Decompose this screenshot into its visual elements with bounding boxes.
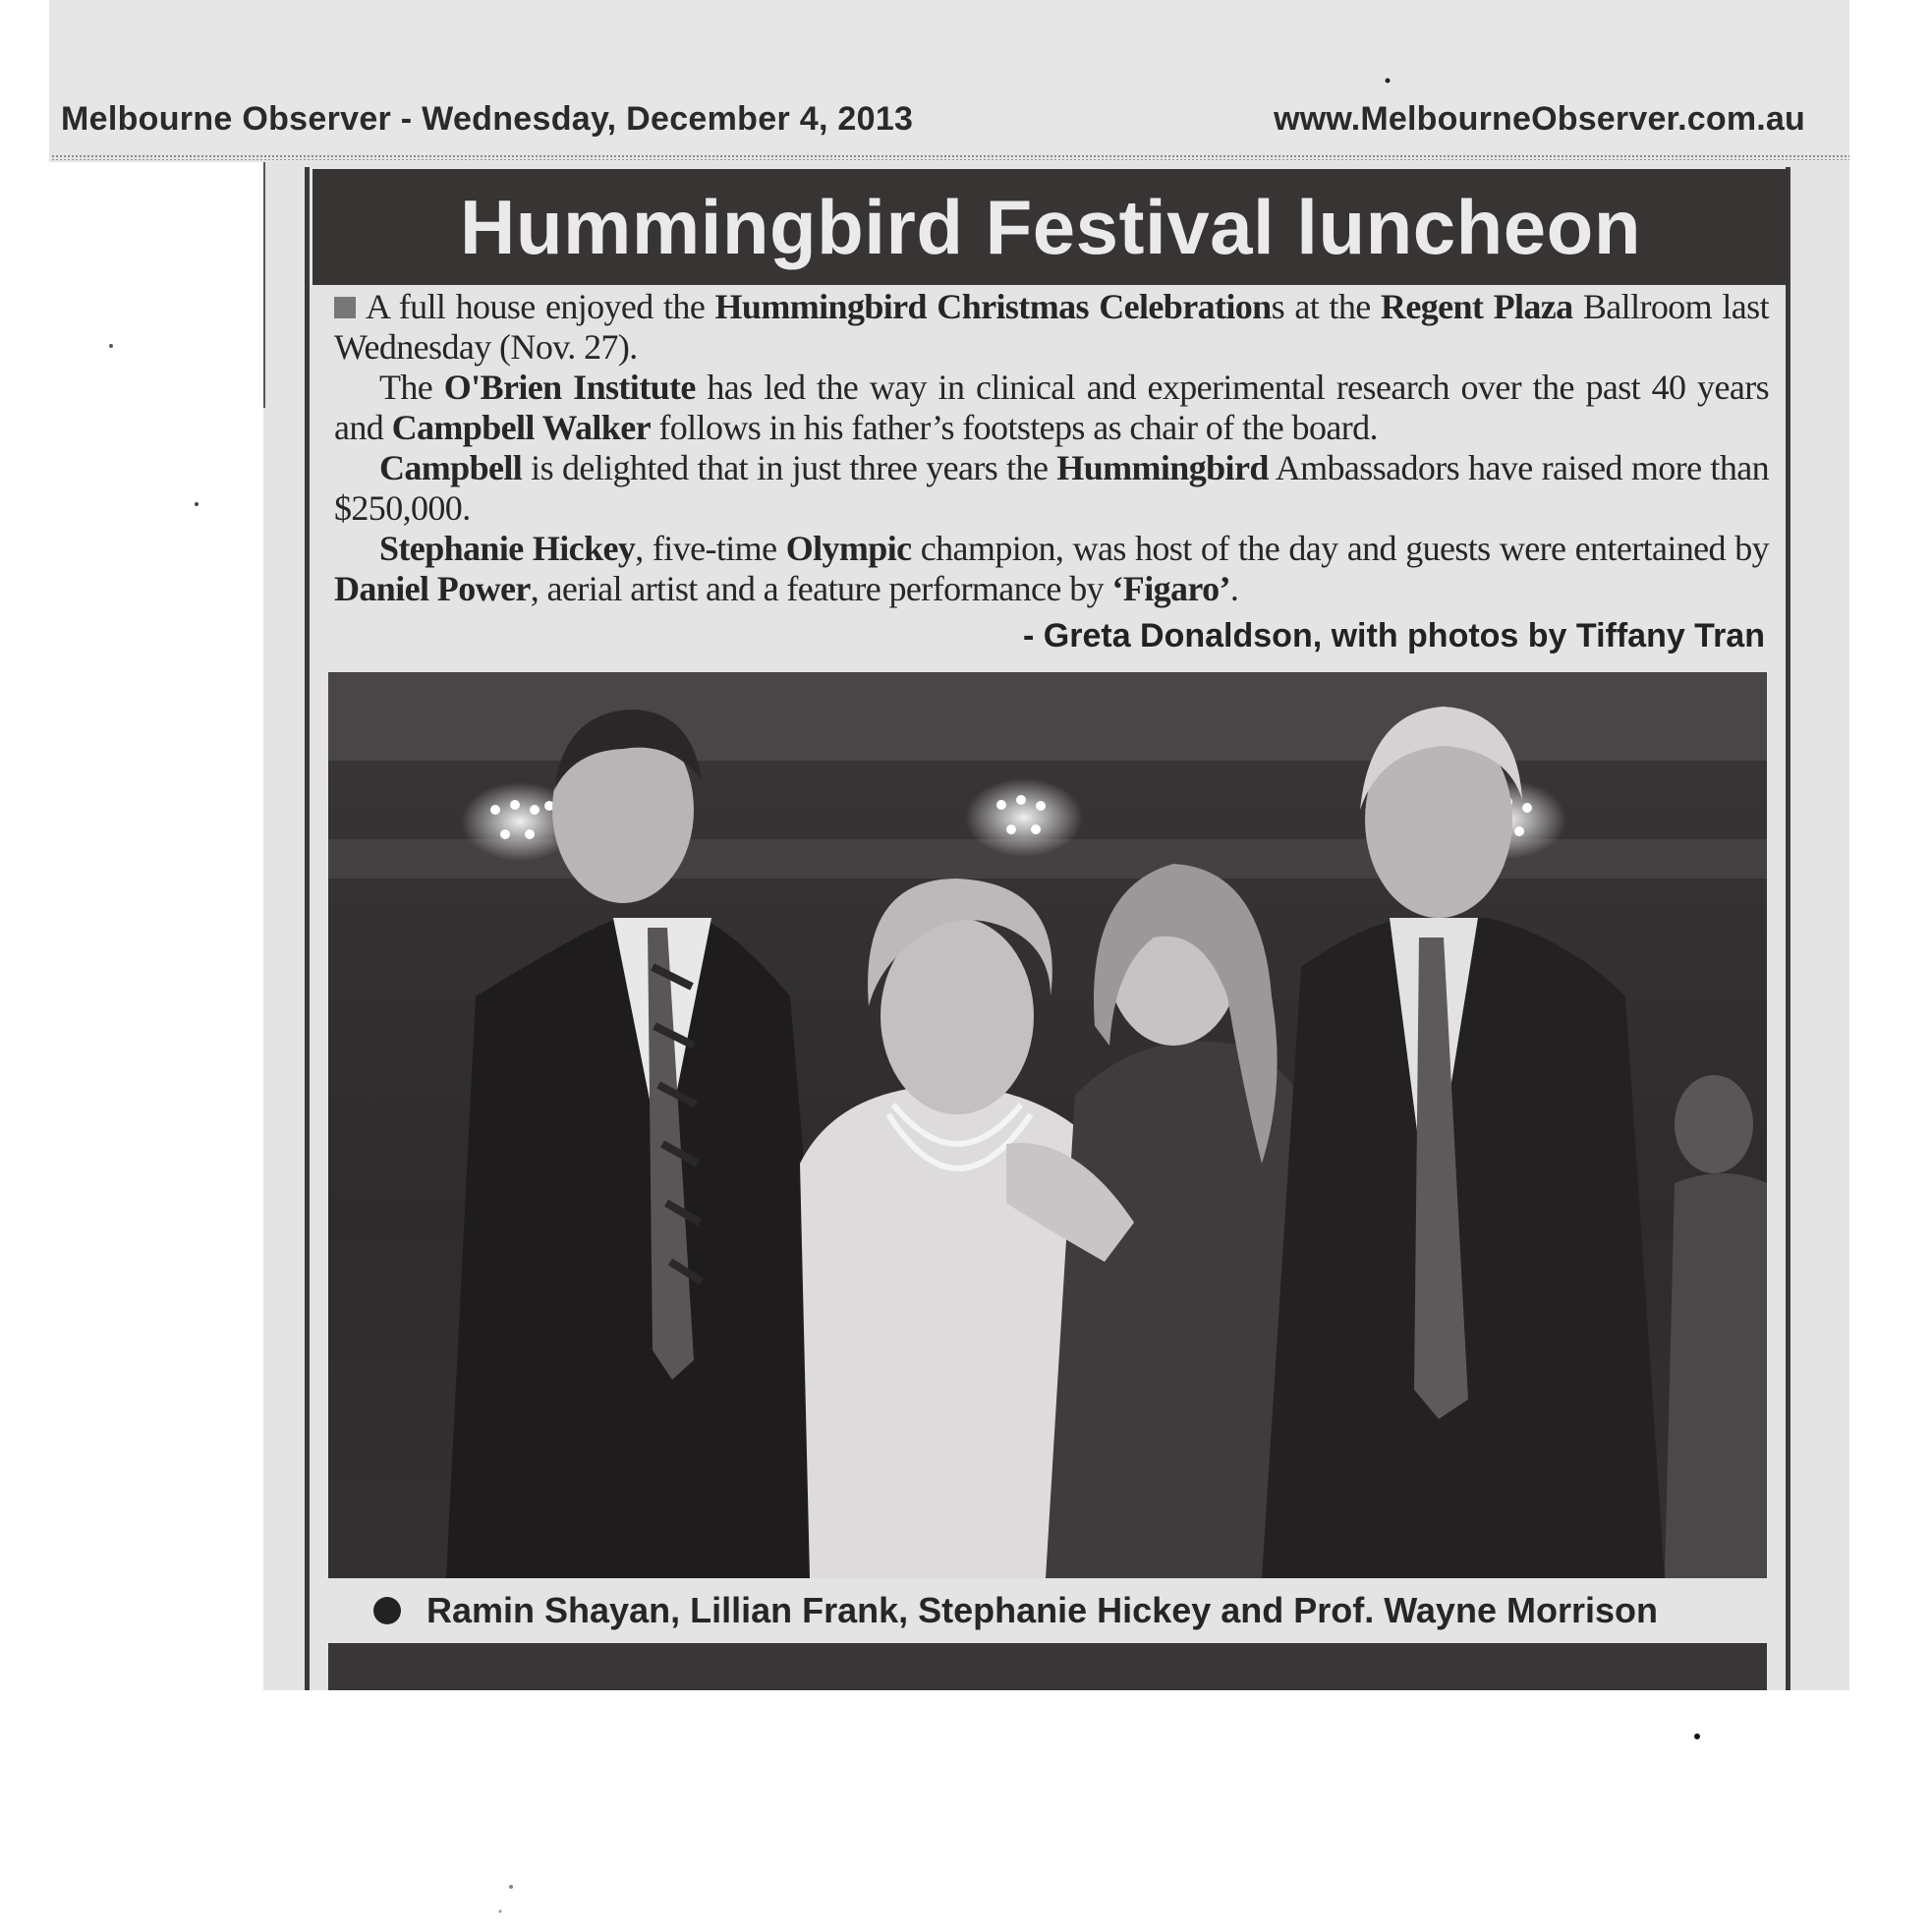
- clipping-edge: [263, 162, 265, 408]
- bullet-square-icon: [334, 297, 356, 318]
- event-photo: [328, 672, 1767, 1578]
- text-run: , aerial artist and a feature performance by: [530, 569, 1112, 608]
- caption-bullet-icon: [373, 1597, 401, 1624]
- article-paragraph: [334, 529, 1769, 609]
- masthead-website: www.MelbourneObserver.com.au: [1274, 100, 1805, 138]
- article-byline: - Greta Donaldson, with photos by Tiffany Tran: [1023, 617, 1765, 654]
- masthead-rule: [51, 154, 1849, 160]
- text-run: A full house enjoyed the: [366, 287, 715, 326]
- bold-text-run: Hummingbird Christmas Celebration: [714, 287, 1272, 326]
- article-paragraph: [334, 368, 1769, 448]
- bold-text-run: ‘Figaro’: [1111, 569, 1230, 608]
- headline-bar: [313, 169, 1789, 285]
- text-run: follows in his father’s footsteps as chair of the board.: [650, 408, 1378, 447]
- masthead-publication-date: Melbourne Observer - Wednesday, December 4, 2013: [61, 100, 914, 138]
- text-run: has led the way in clinical and experimental research over the past 40 years and: [334, 368, 1769, 447]
- text-run: champion, was host of the day and guests were entertained by: [911, 529, 1769, 568]
- text-run: The: [379, 368, 444, 407]
- article-body: [334, 287, 1769, 609]
- text-run: Ballroom last Wednesday (Nov. 27).: [334, 287, 1769, 367]
- bold-text-run: O'Brien Institute: [443, 368, 696, 407]
- photo-caption-text: Ramin Shayan, Lillian Frank, Stephanie Hickey and Prof. Wayne Morrison: [426, 1590, 1658, 1630]
- masthead: [61, 100, 1805, 149]
- text-run: .: [1229, 569, 1239, 608]
- text-run: , five-time: [635, 529, 786, 568]
- bold-text-run: Olympic: [785, 529, 912, 568]
- article-paragraph: [334, 448, 1769, 529]
- article-headline: Hummingbird Festival luncheon: [460, 183, 1641, 270]
- text-run: Ambassadors have raised more than $250,000.: [334, 448, 1769, 528]
- bold-text-run: Daniel Power: [334, 569, 531, 608]
- article-paragraph: [334, 287, 1769, 368]
- photo-illustration: [328, 672, 1767, 1578]
- bold-text-run: Stephanie Hickey: [379, 529, 636, 568]
- next-photo-edge: [328, 1643, 1767, 1690]
- chandelier-center: [965, 778, 1083, 857]
- text-run: s at the: [1271, 287, 1381, 326]
- text-run: is delighted that in just three years the: [522, 448, 1057, 487]
- photo-caption: [373, 1590, 1769, 1631]
- bold-text-run: Campbell Walker: [391, 408, 651, 447]
- bold-text-run: Campbell: [379, 448, 523, 487]
- bold-text-run: Regent Plaza: [1380, 287, 1573, 326]
- bold-text-run: Hummingbird: [1056, 448, 1269, 487]
